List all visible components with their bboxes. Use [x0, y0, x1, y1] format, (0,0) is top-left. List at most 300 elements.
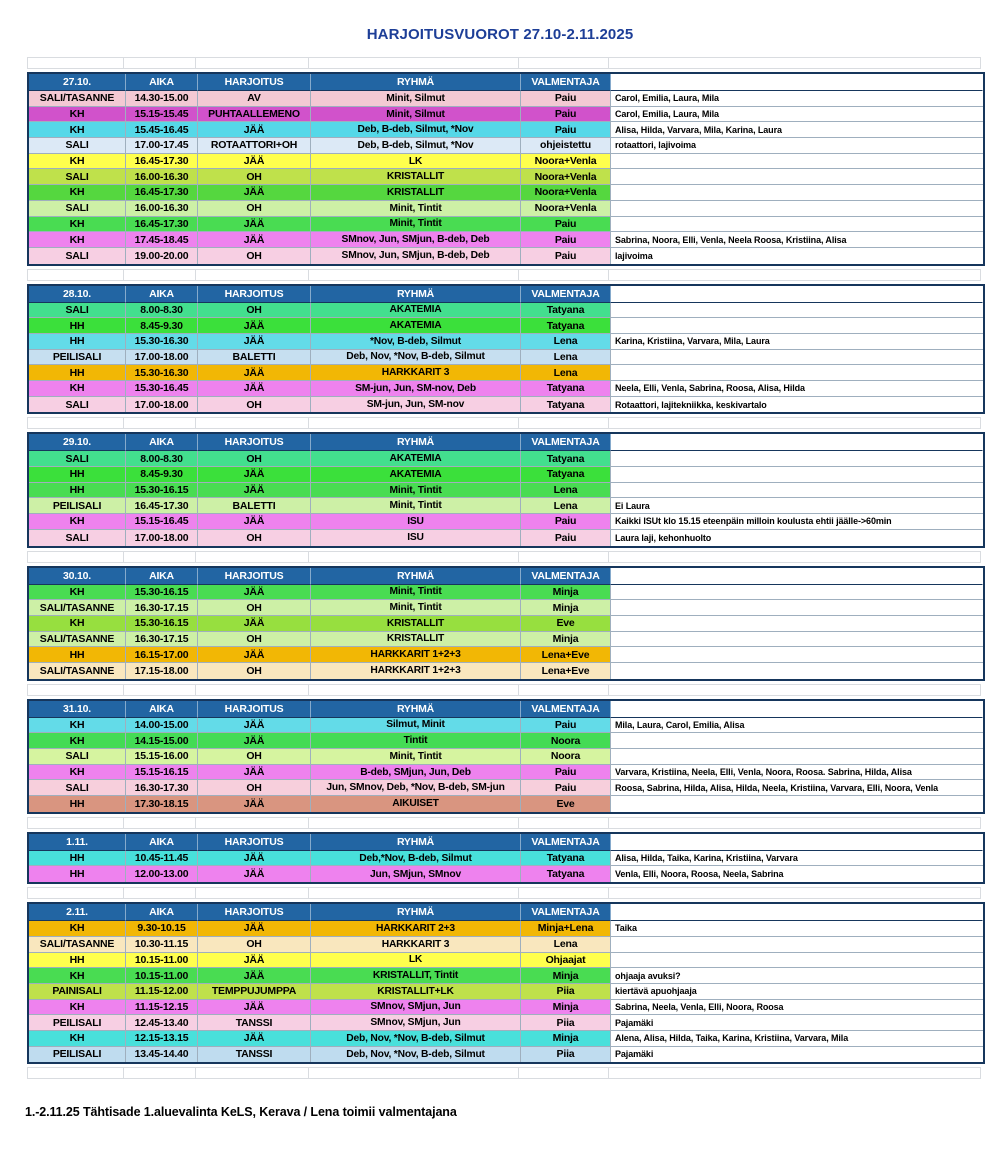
- training-cell: JÄÄ: [198, 921, 311, 937]
- empty-cell: [196, 817, 309, 829]
- note-cell: [611, 632, 983, 648]
- table-row: [29, 318, 983, 334]
- empty-grid-row: [27, 684, 981, 696]
- training-cell: JÄÄ: [198, 365, 311, 381]
- time-cell: 10.45-11.45: [126, 851, 198, 867]
- group-cell: Minit, Silmut: [311, 91, 521, 107]
- note-cell: [611, 663, 983, 679]
- time-cell: 15.15-16.45: [126, 514, 198, 530]
- empty-cell: [519, 269, 609, 281]
- note-cell: Alisa, Hilda, Varvara, Mila, Karina, Laura: [611, 122, 983, 138]
- group-cell: LK: [311, 154, 521, 170]
- empty-cell: [519, 1067, 609, 1079]
- empty-cell: [609, 269, 981, 281]
- training-cell: JÄÄ: [198, 866, 311, 882]
- place-cell: HH: [29, 467, 126, 483]
- place-cell: SALI/TASANNE: [29, 632, 126, 648]
- empty-cell: [27, 1067, 124, 1079]
- time-cell: 16.45-17.30: [126, 498, 198, 514]
- day-table-1-11: [27, 832, 985, 884]
- column-header: RYHMÄ: [311, 434, 521, 451]
- training-cell: JÄÄ: [198, 154, 311, 170]
- group-cell: Minit, Tintit: [311, 201, 521, 217]
- column-header: VALMENTAJA: [521, 834, 611, 851]
- empty-cell: [309, 551, 519, 563]
- place-cell: PEILISALI: [29, 1047, 126, 1063]
- time-cell: 16.45-17.30: [126, 154, 198, 170]
- group-cell: LK: [311, 953, 521, 969]
- place-cell: HH: [29, 796, 126, 812]
- column-header: RYHMÄ: [311, 286, 521, 303]
- empty-cell: [124, 887, 196, 899]
- training-cell: JÄÄ: [198, 232, 311, 248]
- group-cell: Minit, Tintit: [311, 217, 521, 233]
- note-cell: Sabrina, Noora, Elli, Venla, Neela Roosa, Kristiina, Alisa: [611, 232, 983, 248]
- note-cell: Pajamäki: [611, 1015, 983, 1031]
- place-cell: SALI: [29, 749, 126, 765]
- coach-cell: Lena: [521, 365, 611, 381]
- empty-cell: [27, 269, 124, 281]
- note-cell: [611, 937, 983, 953]
- place-cell: SALI/TASANNE: [29, 600, 126, 616]
- table-row: [29, 1031, 983, 1047]
- coach-cell: Paiu: [521, 780, 611, 796]
- coach-cell: Paiu: [521, 718, 611, 734]
- time-cell: 15.30-16.30: [126, 365, 198, 381]
- column-header: RYHMÄ: [311, 904, 521, 921]
- coach-cell: Paiu: [521, 91, 611, 107]
- empty-cell: [519, 417, 609, 429]
- group-cell: KRISTALLIT: [311, 169, 521, 185]
- table-row: [29, 1015, 983, 1031]
- column-header: VALMENTAJA: [521, 904, 611, 921]
- time-cell: 15.30-16.15: [126, 585, 198, 601]
- note-cell: lajivoima: [611, 248, 983, 264]
- day-table-31-10: [27, 699, 985, 814]
- coach-cell: Paiu: [521, 122, 611, 138]
- place-cell: SALI: [29, 201, 126, 217]
- group-cell: SMnov, SMjun, Jun: [311, 1015, 521, 1031]
- column-header: HARJOITUS: [198, 568, 311, 585]
- table-row: [29, 169, 983, 185]
- coach-cell: Paiu: [521, 217, 611, 233]
- training-cell: JÄÄ: [198, 122, 311, 138]
- training-cell: JÄÄ: [198, 585, 311, 601]
- coach-cell: Noora: [521, 749, 611, 765]
- training-cell: JÄÄ: [198, 968, 311, 984]
- training-cell: OH: [198, 632, 311, 648]
- training-cell: TANSSI: [198, 1047, 311, 1063]
- coach-cell: Minja: [521, 1000, 611, 1016]
- coach-cell: Tatyana: [521, 318, 611, 334]
- coach-cell: Piia: [521, 984, 611, 1000]
- column-header: AIKA: [126, 434, 198, 451]
- table-row: [29, 467, 983, 483]
- footer-note: 1.-2.11.25 Tähtisade 1.aluevalinta KeLS, Kerava / Lena toimii valmentajana: [25, 1105, 457, 1120]
- group-cell: Jun, SMnov, Deb, *Nov, B-deb, SM-jun: [311, 780, 521, 796]
- empty-cell: [609, 551, 981, 563]
- empty-cell: [196, 417, 309, 429]
- empty-cell: [27, 817, 124, 829]
- note-cell: Kaikki ISUt klo 15.15 eteenpäin milloin koulusta ehtii jäälle->60min: [611, 514, 983, 530]
- place-cell: SALI: [29, 248, 126, 264]
- column-header: RYHMÄ: [311, 568, 521, 585]
- column-header: HUOM!: [611, 834, 983, 851]
- column-header: VALMENTAJA: [521, 701, 611, 718]
- date-header: 28.10.: [29, 286, 126, 303]
- note-cell: Neela, Elli, Venla, Sabrina, Roosa, Alisa, Hilda: [611, 381, 983, 397]
- table-row: [29, 107, 983, 123]
- time-cell: 8.00-8.30: [126, 303, 198, 319]
- group-cell: HARKKARIT 1+2+3: [311, 663, 521, 679]
- column-header: HARJOITUS: [198, 434, 311, 451]
- table-row: [29, 968, 983, 984]
- group-cell: KRISTALLIT, Tintit: [311, 968, 521, 984]
- note-cell: Laura laji, kehonhuolto: [611, 530, 983, 546]
- empty-cell: [124, 269, 196, 281]
- empty-cell: [519, 551, 609, 563]
- header-row: [29, 904, 983, 921]
- note-cell: [611, 154, 983, 170]
- group-cell: Minit, Tintit: [311, 749, 521, 765]
- empty-grid-row: [27, 551, 981, 563]
- column-header: HARJOITUS: [198, 904, 311, 921]
- training-cell: AV: [198, 91, 311, 107]
- note-cell: ohjaaja avuksi?: [611, 968, 983, 984]
- training-cell: TANSSI: [198, 1015, 311, 1031]
- place-cell: HH: [29, 866, 126, 882]
- column-header: RYHMÄ: [311, 834, 521, 851]
- day-table-30-10: [27, 566, 985, 681]
- column-header: HUOM!: [611, 286, 983, 303]
- time-cell: 19.00-20.00: [126, 248, 198, 264]
- place-cell: KH: [29, 514, 126, 530]
- note-cell: [611, 303, 983, 319]
- place-cell: PAINISALI: [29, 984, 126, 1000]
- time-cell: 15.45-16.45: [126, 122, 198, 138]
- group-cell: Minit, Silmut: [311, 107, 521, 123]
- note-cell: [611, 185, 983, 201]
- time-cell: 8.00-8.30: [126, 451, 198, 467]
- group-cell: Deb, Nov, *Nov, B-deb, Silmut: [311, 1031, 521, 1047]
- empty-cell: [609, 887, 981, 899]
- time-cell: 17.00-18.00: [126, 397, 198, 413]
- time-cell: 17.15-18.00: [126, 663, 198, 679]
- table-row: [29, 514, 983, 530]
- note-cell: Pajamäki: [611, 1047, 983, 1063]
- group-cell: HARKKARIT 3: [311, 365, 521, 381]
- empty-cell: [309, 269, 519, 281]
- table-row: [29, 718, 983, 734]
- training-cell: OH: [198, 780, 311, 796]
- note-cell: Varvara, Kristiina, Neela, Elli, Venla, Noora, Roosa. Sabrina, Hilda, Alisa: [611, 765, 983, 781]
- empty-cell: [196, 269, 309, 281]
- place-cell: KH: [29, 733, 126, 749]
- empty-grid-row: [27, 269, 981, 281]
- time-cell: 14.30-15.00: [126, 91, 198, 107]
- coach-cell: Paiu: [521, 765, 611, 781]
- coach-cell: Lena: [521, 334, 611, 350]
- training-cell: OH: [198, 451, 311, 467]
- place-cell: KH: [29, 1031, 126, 1047]
- coach-cell: Tatyana: [521, 851, 611, 867]
- training-cell: OH: [198, 397, 311, 413]
- table-row: [29, 138, 983, 154]
- group-cell: Deb, B-deb, Silmut, *Nov: [311, 122, 521, 138]
- header-row: [29, 74, 983, 91]
- empty-cell: [124, 817, 196, 829]
- coach-cell: Noora: [521, 733, 611, 749]
- training-cell: JÄÄ: [198, 467, 311, 483]
- time-cell: 17.00-18.00: [126, 530, 198, 546]
- group-cell: ISU: [311, 514, 521, 530]
- training-cell: ROTAATTORI+OH: [198, 138, 311, 154]
- coach-cell: Lena: [521, 937, 611, 953]
- note-cell: Sabrina, Neela, Venla, Elli, Noora, Roosa: [611, 1000, 983, 1016]
- training-cell: JÄÄ: [198, 1000, 311, 1016]
- group-cell: B-deb, SMjun, Jun, Deb: [311, 765, 521, 781]
- training-cell: BALETTI: [198, 350, 311, 366]
- column-header: HARJOITUS: [198, 834, 311, 851]
- training-cell: JÄÄ: [198, 334, 311, 350]
- time-cell: 12.00-13.00: [126, 866, 198, 882]
- time-cell: 15.15-15.45: [126, 107, 198, 123]
- time-cell: 16.45-17.30: [126, 217, 198, 233]
- training-cell: JÄÄ: [198, 483, 311, 499]
- column-header: AIKA: [126, 286, 198, 303]
- table-row: [29, 483, 983, 499]
- place-cell: SALI: [29, 451, 126, 467]
- group-cell: SMnov, Jun, SMjun, B-deb, Deb: [311, 248, 521, 264]
- coach-cell: Noora+Venla: [521, 169, 611, 185]
- table-row: [29, 451, 983, 467]
- coach-cell: Minja: [521, 600, 611, 616]
- group-cell: *Nov, B-deb, Silmut: [311, 334, 521, 350]
- time-cell: 16.00-16.30: [126, 169, 198, 185]
- column-header: RYHMÄ: [311, 74, 521, 91]
- empty-cell: [124, 417, 196, 429]
- place-cell: SALI/TASANNE: [29, 663, 126, 679]
- table-row: [29, 1000, 983, 1016]
- date-header: 1.11.: [29, 834, 126, 851]
- empty-cell: [609, 417, 981, 429]
- time-cell: 16.45-17.30: [126, 185, 198, 201]
- training-cell: OH: [198, 600, 311, 616]
- coach-cell: Tatyana: [521, 303, 611, 319]
- coach-cell: Lena+Eve: [521, 663, 611, 679]
- empty-cell: [609, 684, 981, 696]
- place-cell: HH: [29, 851, 126, 867]
- table-row: [29, 937, 983, 953]
- note-cell: [611, 483, 983, 499]
- coach-cell: Lena: [521, 498, 611, 514]
- group-cell: SM-jun, Jun, SM-nov: [311, 397, 521, 413]
- coach-cell: Lena: [521, 483, 611, 499]
- note-cell: [611, 749, 983, 765]
- time-cell: 12.45-13.40: [126, 1015, 198, 1031]
- date-header: 29.10.: [29, 434, 126, 451]
- time-cell: 9.30-10.15: [126, 921, 198, 937]
- empty-cell: [124, 684, 196, 696]
- time-cell: 13.45-14.40: [126, 1047, 198, 1063]
- column-header: VALMENTAJA: [521, 568, 611, 585]
- coach-cell: Piia: [521, 1015, 611, 1031]
- empty-grid-row: [27, 57, 981, 69]
- training-cell: JÄÄ: [198, 718, 311, 734]
- place-cell: HH: [29, 365, 126, 381]
- group-cell: KRISTALLIT: [311, 616, 521, 632]
- place-cell: HH: [29, 318, 126, 334]
- page-title: HARJOITUSVUOROT 27.10-2.11.2025: [366, 26, 634, 43]
- table-row: [29, 185, 983, 201]
- time-cell: 11.15-12.15: [126, 1000, 198, 1016]
- coach-cell: Tatyana: [521, 467, 611, 483]
- note-cell: Taika: [611, 921, 983, 937]
- table-row: [29, 796, 983, 812]
- coach-cell: Noora+Venla: [521, 201, 611, 217]
- empty-cell: [196, 551, 309, 563]
- training-cell: JÄÄ: [198, 851, 311, 867]
- place-cell: SALI: [29, 530, 126, 546]
- empty-cell: [609, 1067, 981, 1079]
- coach-cell: Eve: [521, 616, 611, 632]
- day-table-27-10: [27, 72, 985, 266]
- table-row: [29, 334, 983, 350]
- group-cell: AKATEMIA: [311, 451, 521, 467]
- table-row: [29, 303, 983, 319]
- day-table-29-10: [27, 432, 985, 547]
- place-cell: HH: [29, 334, 126, 350]
- header-row: [29, 286, 983, 303]
- time-cell: 11.15-12.00: [126, 984, 198, 1000]
- training-cell: JÄÄ: [198, 953, 311, 969]
- table-row: [29, 600, 983, 616]
- group-cell: HARKKARIT 1+2+3: [311, 647, 521, 663]
- empty-cell: [27, 417, 124, 429]
- empty-cell: [309, 817, 519, 829]
- header-row: [29, 568, 983, 585]
- place-cell: SALI: [29, 169, 126, 185]
- time-cell: 10.15-11.00: [126, 953, 198, 969]
- empty-cell: [196, 887, 309, 899]
- coach-cell: ohjeistettu: [521, 138, 611, 154]
- group-cell: KRISTALLIT+LK: [311, 984, 521, 1000]
- empty-cell: [196, 684, 309, 696]
- note-cell: [611, 169, 983, 185]
- training-cell: TEMPPUJUMPPA: [198, 984, 311, 1000]
- column-header: HUOM!: [611, 434, 983, 451]
- training-cell: OH: [198, 937, 311, 953]
- training-cell: OH: [198, 248, 311, 264]
- schedule-tables: [27, 57, 985, 1079]
- place-cell: KH: [29, 1000, 126, 1016]
- training-cell: OH: [198, 663, 311, 679]
- note-cell: Carol, Emilia, Laura, Mila: [611, 107, 983, 123]
- place-cell: PEILISALI: [29, 350, 126, 366]
- coach-cell: Lena+Eve: [521, 647, 611, 663]
- group-cell: SMnov, Jun, SMjun, B-deb, Deb: [311, 232, 521, 248]
- coach-cell: Ohjaajat: [521, 953, 611, 969]
- date-header: 2.11.: [29, 904, 126, 921]
- note-cell: Karina, Kristiina, Varvara, Mila, Laura: [611, 334, 983, 350]
- time-cell: 12.15-13.15: [126, 1031, 198, 1047]
- empty-cell: [519, 887, 609, 899]
- table-row: [29, 733, 983, 749]
- table-row: [29, 201, 983, 217]
- column-header: AIKA: [126, 701, 198, 718]
- group-cell: AKATEMIA: [311, 467, 521, 483]
- place-cell: KH: [29, 122, 126, 138]
- column-header: HARJOITUS: [198, 286, 311, 303]
- group-cell: Minit, Tintit: [311, 498, 521, 514]
- table-row: [29, 647, 983, 663]
- note-cell: [611, 796, 983, 812]
- table-row: [29, 350, 983, 366]
- place-cell: SALI/TASANNE: [29, 91, 126, 107]
- table-row: [29, 91, 983, 107]
- table-row: [29, 217, 983, 233]
- time-cell: 15.30-16.45: [126, 381, 198, 397]
- place-cell: KH: [29, 968, 126, 984]
- day-table-28-10: [27, 284, 985, 415]
- time-cell: 17.30-18.15: [126, 796, 198, 812]
- column-header: HUOM!: [611, 74, 983, 91]
- coach-cell: Eve: [521, 796, 611, 812]
- note-cell: [611, 733, 983, 749]
- empty-cell: [124, 551, 196, 563]
- note-cell: Carol, Emilia, Laura, Mila: [611, 91, 983, 107]
- coach-cell: Minja+Lena: [521, 921, 611, 937]
- time-cell: 8.45-9.30: [126, 318, 198, 334]
- time-cell: 17.45-18.45: [126, 232, 198, 248]
- place-cell: SALI: [29, 138, 126, 154]
- note-cell: Mila, Laura, Carol, Emilia, Alisa: [611, 718, 983, 734]
- place-cell: HH: [29, 647, 126, 663]
- place-cell: KH: [29, 232, 126, 248]
- table-row: [29, 866, 983, 882]
- header-row: [29, 434, 983, 451]
- empty-grid-row: [27, 1067, 981, 1079]
- table-row: [29, 984, 983, 1000]
- column-header: HUOM!: [611, 701, 983, 718]
- place-cell: HH: [29, 483, 126, 499]
- empty-cell: [309, 417, 519, 429]
- note-cell: [611, 953, 983, 969]
- training-cell: JÄÄ: [198, 514, 311, 530]
- table-row: [29, 530, 983, 546]
- time-cell: 15.15-16.00: [126, 749, 198, 765]
- group-cell: Deb, Nov, *Nov, B-deb, Silmut: [311, 1047, 521, 1063]
- coach-cell: Piia: [521, 1047, 611, 1063]
- note-cell: [611, 365, 983, 381]
- coach-cell: Tatyana: [521, 866, 611, 882]
- empty-grid-row: [27, 817, 981, 829]
- note-cell: [611, 616, 983, 632]
- training-cell: OH: [198, 201, 311, 217]
- time-cell: 10.15-11.00: [126, 968, 198, 984]
- coach-cell: Minja: [521, 968, 611, 984]
- empty-cell: [519, 684, 609, 696]
- date-header: 27.10.: [29, 74, 126, 91]
- coach-cell: Noora+Venla: [521, 185, 611, 201]
- group-cell: KRISTALLIT: [311, 185, 521, 201]
- empty-cell: [309, 1067, 519, 1079]
- column-header: AIKA: [126, 834, 198, 851]
- table-row: [29, 154, 983, 170]
- training-cell: OH: [198, 749, 311, 765]
- group-cell: Minit, Tintit: [311, 483, 521, 499]
- training-cell: JÄÄ: [198, 318, 311, 334]
